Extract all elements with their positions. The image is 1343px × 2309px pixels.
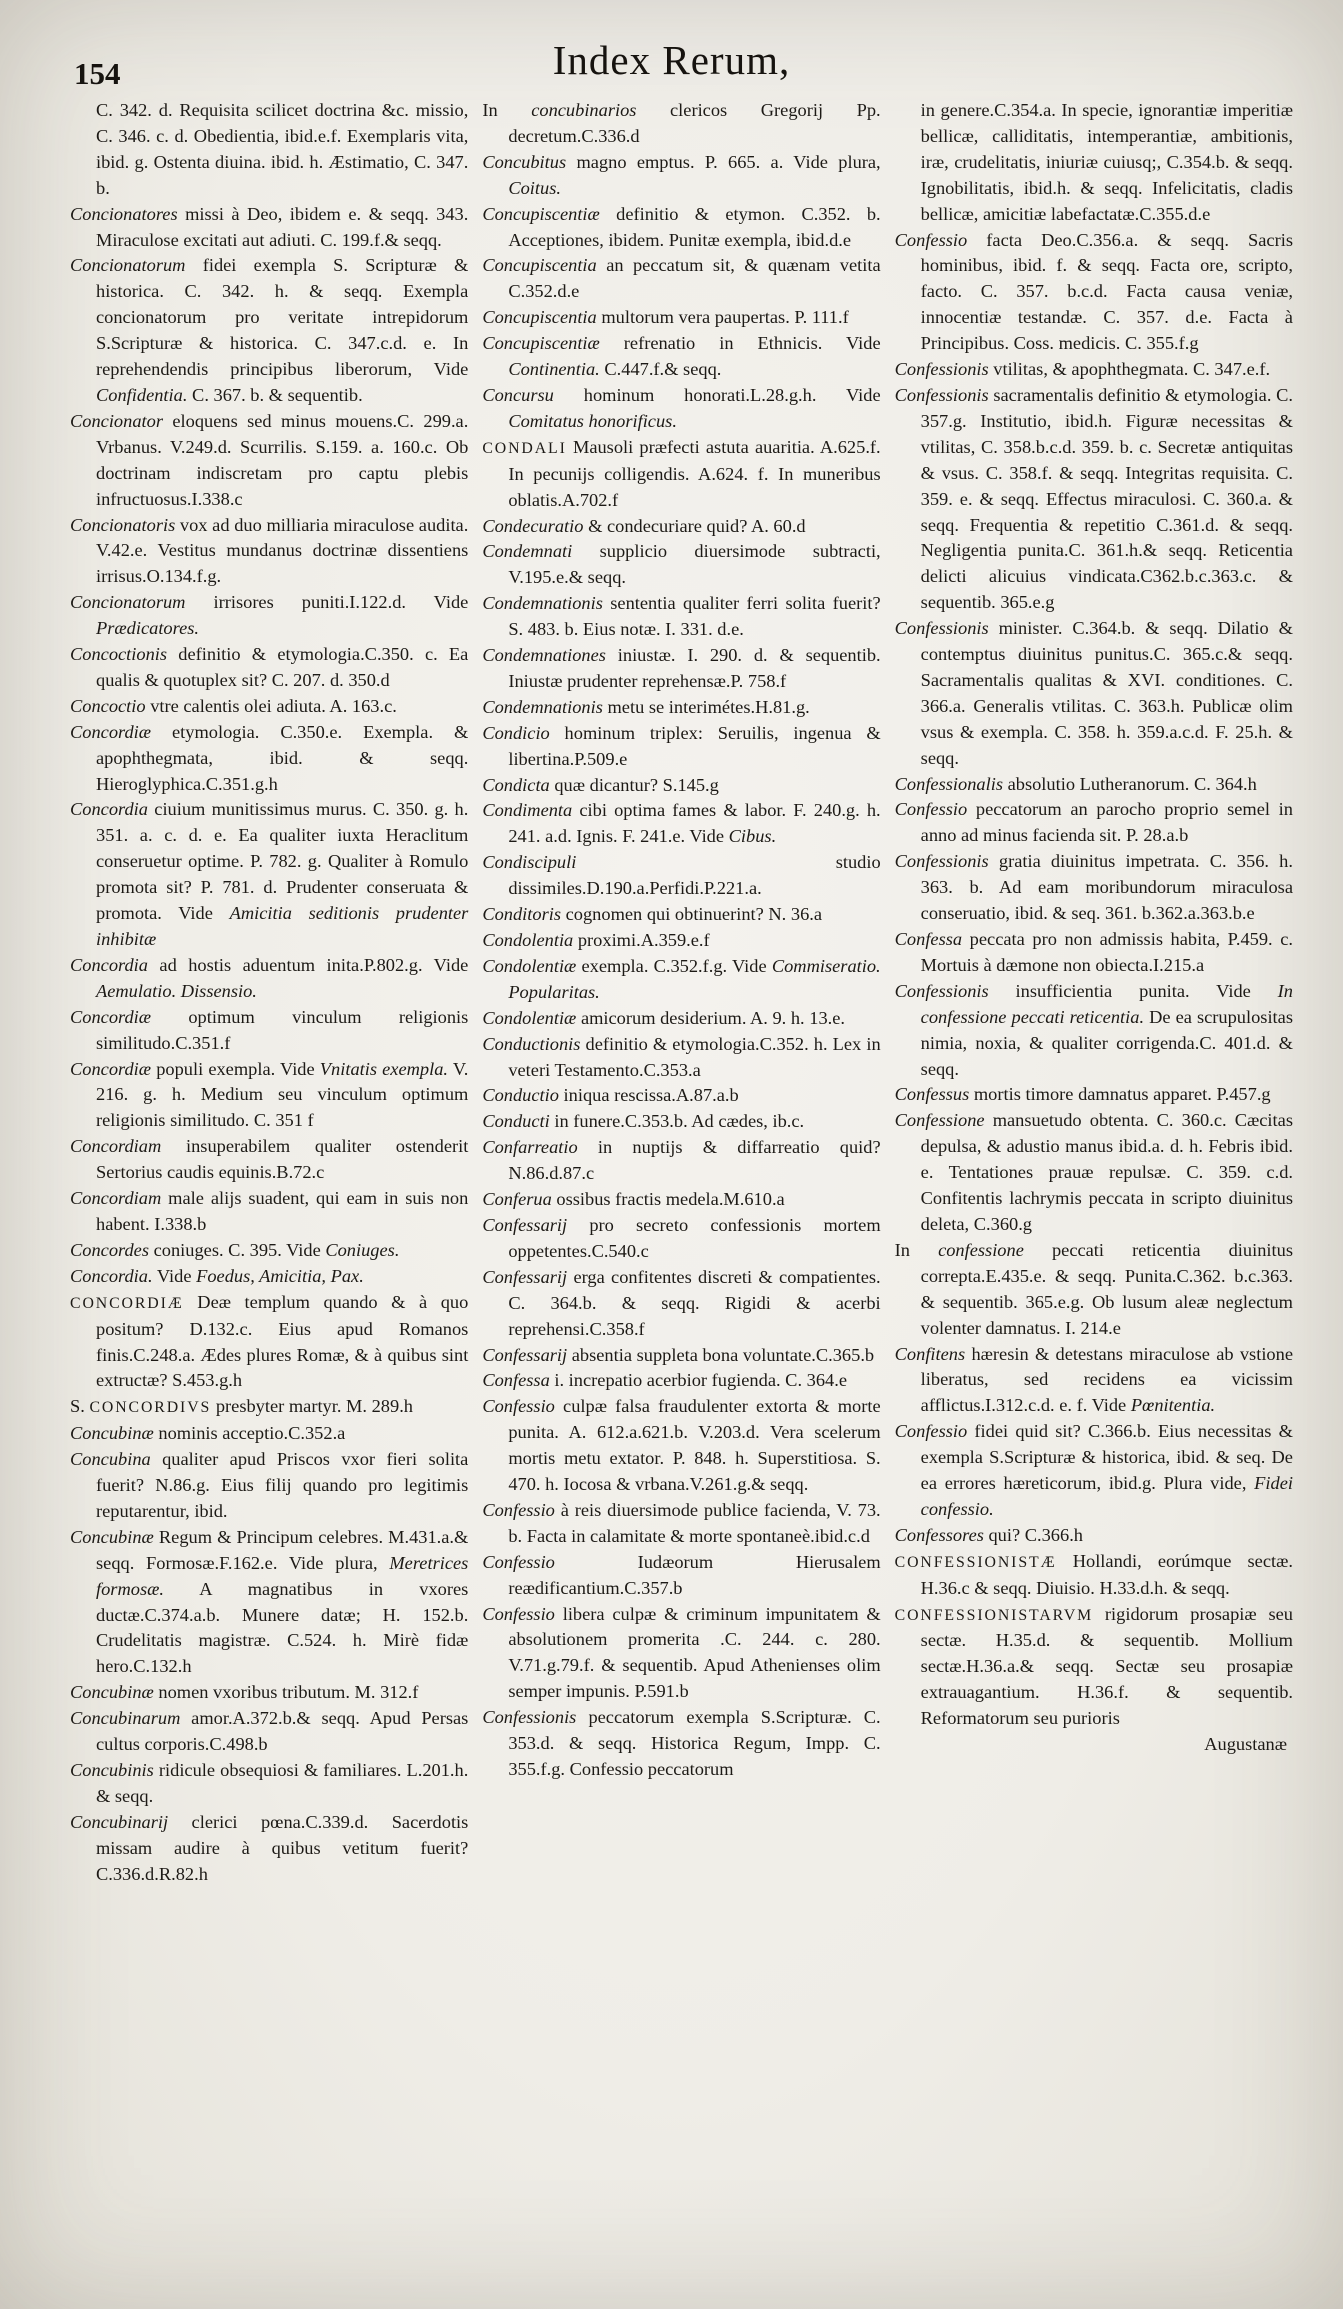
- index-entry: S. CONCORDIVS presbyter martyr. M. 289.h: [70, 1396, 413, 1417]
- index-entry: Concubitus magno emptus. P. 665. a. Vide plura, Coitus.: [482, 151, 881, 198]
- index-entry: Condolentiæ amicorum desiderium. A. 9. h. 13.e.: [482, 1007, 846, 1028]
- index-entry: Condecuratio & condecuriare quid? A. 60.d: [482, 515, 806, 536]
- page-number: 154: [74, 56, 121, 91]
- index-entry: Concupiscentia an peccatum sit, & quænam vetita C.352.d.e: [482, 255, 881, 302]
- index-entry: Concionatores missi à Deo, ibidem e. & seqq. 343. Miraculose excitati aut adiuti. C. 199.f.& seqq.: [70, 203, 469, 250]
- index-entry: Concordes coniuges. C. 395. Vide Coniuges.: [70, 1239, 400, 1260]
- index-entry: Confessa peccata pro non admissis habita, P.459. c. Mortuis à dæmone non obiecta.I.215.a: [894, 929, 1293, 975]
- index-entry: Condolentia proximi.A.359.e.f: [482, 930, 710, 950]
- index-entry: Confessus mortis timore damnatus apparet. P.457.g: [894, 1084, 1271, 1105]
- index-entry: Concubina qualiter apud Priscos vxor fieri solita fuerit? N.86.g. Eius filij quando pro legitimis reputarentur, ibid.: [70, 1449, 469, 1521]
- index-entry: CONFESSIONISTARVM rigidorum prosapiæ seu sectæ. H.35.d. & sequentib. Mollium sectæ.H.36.a.& seqq. Sectæ seu prosapiæ extrauagantium. H.36.f. & sequentib. Reformatorum seu purioris: [894, 1603, 1293, 1729]
- index-entry: Concordiæ populi exempla. Vide Vnitatis exempla. V. 216. g. h. Medium seu vinculum optimum religionis similitudo. C. 351 f: [70, 1058, 469, 1131]
- index-entry: Confessionalis absolutio Lutheranorum. C. 364.h: [894, 773, 1257, 794]
- index-entry: Concupiscentia multorum vera paupertas. P. 111.f: [482, 307, 849, 328]
- index-entry: Confessarij absentia suppleta bona voluntate.C.365.b: [482, 1344, 875, 1365]
- index-entry: CONCORDIÆ Deæ templum quando & à quo positum? D.132.c. Eius apud Romanos finis.C.248.a. Ædes plures Romæ, & à quibus sint extructæ? S.453.g.h: [70, 1291, 469, 1391]
- index-entry: Concubinis ridicule obsequiosi & familiares. L.201.h. & seqq.: [70, 1760, 469, 1806]
- page-title: Index Rerum,: [552, 37, 791, 83]
- index-entry: Condemnationes iniustæ. I. 290. d. & sequentib. Iniustæ prudenter reprehensæ.P. 758.f: [482, 645, 881, 691]
- index-entry: Confessionis gratia diuinitus impetrata. C. 356. h. 363. b. Ad eam moribundorum miraculosa conseruatio, ibid. & seq. 361. b.362.a.363.b.e: [894, 851, 1293, 924]
- index-entry: Confessio culpæ falsa fraudulenter extorta & morte punita. A. 612.a.621.b. V.203.d. Vera scelerum mortis metu extator. P. 848. h. Superstitiosa. S. 470. h. Iocosa & vrbana.V.261.g.& seqq.: [482, 1396, 881, 1495]
- index-entry: Concoctio vtre calentis olei adiuta. A. 163.c.: [70, 695, 397, 716]
- index-entry: Condemnati supplicio diuersimode subtracti, V.195.e.& seqq.: [482, 541, 881, 588]
- index-entry: Conducti in funere.C.353.b. Ad cædes, ib.c.: [482, 1111, 805, 1132]
- index-entry: Concubinæ Regum & Principum celebres. M.431.a.& seqq. Formosæ.F.162.e. Vide plura, Meretrices formosæ. A magnatibus in vxores ductæ.C.374.a.b. Munere datæ; H. 152.b. Crudelitatis magistræ. C.524. h. Mirè fidæ hero.C.132.h: [70, 1526, 469, 1677]
- index-entry: Concordiam male alijs suadent, qui eam in suis non habent. I.338.b: [70, 1188, 469, 1234]
- column-2: [482, 98, 880, 1888]
- index-entry: Confessionis peccatorum exempla S.Scripturæ. C. 353.d. & seqq. Historica Regum, Impp. C. 355.f.g. Confessio peccatorum: [482, 1707, 881, 1779]
- index-entry: Confessione mansuetudo obtenta. C. 360.c. Cæcitas depulsa, & adustio manus ibid.a. d. h. Febris ibid. e. Tentationes prauæ repulsæ. C. 359. c.d. Confitentis lachrymis peccata in scripto diuinitus deleta, C.360.g: [894, 1110, 1293, 1234]
- index-entry: Condicio hominum triplex: Seruilis, ingenua & libertina.P.509.e: [482, 722, 881, 769]
- index-entry: Confessionis insufficientia punita. Vide In confessione peccati reticentia. De ea scrupulositas nimia, noxia, & qualiter corrigenda.C. 401.d. & seqq.: [894, 980, 1293, 1079]
- index-entry: Concionator eloquens sed minus mouens.C. 299.a. Vrbanus. V.249.d. Scurrilis. S.159. a. 160.c. Ob doctrinam indiscretam pro captu plebis infructuosus.I.338.c: [70, 410, 469, 509]
- index-entry: Concubinarij clerici pœna.C.339.d. Sacerdotis missam audire à quibus vetitum fuerit? C.336.d.R.82.h: [70, 1811, 469, 1884]
- index-entry: Concordiam insuperabilem qualiter ostenderit Sertorius caudis equinis.B.72.c: [70, 1136, 469, 1183]
- index-entry: Concoctionis definitio & etymologia.C.350. c. Ea qualis & quotuplex sit? C. 207. d. 350.d: [70, 644, 469, 690]
- index-entry: Concordiæ optimum vinculum religionis similitudo.C.351.f: [70, 1006, 469, 1053]
- index-entry: Concionatorum irrisores puniti.I.122.d. Vide Prædicatores.: [70, 592, 469, 639]
- index-entry: CONFESSIONISTÆ Hollandi, eorúmque sectæ. H.36.c & seqq. Diuisio. H.33.d.h. & seqq.: [894, 1550, 1293, 1598]
- index-entry: C. 342. d. Requisita scilicet doctrina &c. missio, C. 346. c. d. Obedientia, ibid.e.f. Exemplaris vita, ibid. g. Ostenta diuina. ibid. h. Æstimatio, C. 347. b.: [96, 100, 469, 198]
- index-entry: Condemnationis sententia qualiter ferri solita fuerit? S. 483. b. Eius notæ. I. 331. d.e.: [482, 593, 881, 640]
- index-entry: Condicta quæ dicantur? S.145.g: [482, 774, 719, 795]
- index-entry: Confessio à reis diuersimode publice facienda, V. 73. b. Facta in calamitate & morte spontaneè.ibid.c.d: [482, 1499, 881, 1546]
- index-entry: Concordiæ etymologia. C.350.e. Exempla. & apophthegmata, ibid. & seqq. Hieroglyphica.C.351.g.h: [70, 721, 469, 794]
- index-entry: Concupiscentiæ refrenatio in Ethnicis. Vide Continentia. C.447.f.& seqq.: [482, 333, 881, 380]
- index-entry: Confessio Iudæorum Hierusalem reædificantium.C.357.b: [482, 1551, 881, 1598]
- index-entry: Condolentiæ exempla. C.352.f.g. Vide Commiseratio. Popularitas.: [482, 955, 881, 1002]
- index-entry: Concubinarum amor.A.372.b.& seqq. Apud Persas cultus corporis.C.498.b: [70, 1708, 469, 1755]
- index-entry: in genere.C.354.a. In specie, ignorantiæ imperitiæ bellicæ, calliditatis, intemperantiæ, ambitionis, iræ, crudelitatis, iniuriæ cuiusq;, C.354.b. & seqq. Ignobilitatis, ibid.h. & seqq. Infelicitatis, cladis bellicæ, amicitiæ labefactatæ.C.355.d.e: [920, 100, 1293, 224]
- index-entry: Confessores qui? C.366.h: [894, 1524, 1083, 1545]
- index-entry: Concubinæ nominis acceptio.C.352.a: [70, 1423, 346, 1444]
- index-entry: Confessarij erga confitentes discreti & compatientes. C. 364.b. & seqq. Rigidi & acerbi reprehensi.C.358.f: [482, 1266, 881, 1339]
- index-entry: Concupiscentiæ definitio & etymon. C.352. b. Acceptiones, ibidem. Punitæ exempla, ibid.d.e: [482, 203, 881, 250]
- index-entry: Concionatoris vox ad duo milliaria miraculose audita. V.42.e. Vestitus mundanus doctrinæ dissentiens irrisus.O.134.f.g.: [70, 514, 469, 587]
- index-entry: Confessio fidei quid sit? C.366.b. Eius necessitas & exempla S.Scripturæ & historica, ibid. & seq. De ea errores hæreticorum, ibid.g. Plura vide, Fidei confessio.: [894, 1421, 1293, 1519]
- index-entry: Concordia. Vide Foedus, Amicitia, Pax.: [70, 1265, 364, 1286]
- column-1: [70, 98, 468, 1888]
- index-entry: In concubinarios clericos Gregorij Pp. decretum.C.336.d: [482, 100, 881, 146]
- index-entry: Concionatorum fidei exempla S. Scripturæ & historica. C. 342. h. & seqq. Exempla concionatorum pro veritate intrepidorum S.Scripturæ & historica. C. 347.c.d. e. In reprehendendis principibus liberorum, Vide Confidentia. C. 367. b. & sequentib.: [70, 255, 469, 405]
- index-entry: Concordia ad hostis aduentum inita.P.802.g. Vide Aemulatio. Dissensio.: [70, 954, 469, 1001]
- index-entry: Confessionis vtilitas, & apophthegmata. C. 347.e.f.: [894, 359, 1271, 380]
- index-entry: Confessio peccatorum an parocho proprio semel in anno ad minus facienda sit. P. 28.a.b: [894, 799, 1293, 846]
- index-entry: Confessio facta Deo.C.356.a. & seqq. Sacris hominibus, ibid. f. & seqq. Facta ore, scripto, facto. C. 357. b.c.d. Facta causa veniæ, innocentiæ testandæ. C. 357. d.e. Facta à Principibus. Coss. medicis. C. 355.f.g: [894, 229, 1293, 354]
- index-entry: Condiscipuli studio dissimiles.D.190.a.Perfidi.P.221.a.: [482, 852, 881, 899]
- index-entry: Confitens hæresin & detestans miraculose ab vstione liberatus, sed recidens ea vicissim afflictus.I.312.c.d. e. f. Vide Pœnitentia.: [894, 1343, 1293, 1416]
- index-entry: Confessionis minister. C.364.b. & seqq. Dilatio & contemptus diuinitus punitus.C. 365.c.& seqq. Sacramentalis qualitas & XVI. conditiones. C. 366.a. Generalis vtilitas. C. 363.h. Publicæ olim vsus & exempla. C. 358. h. 359.a.c.d. F. 25.h. & seqq.: [894, 618, 1293, 768]
- index-entry: Conductio iniqua rescissa.A.87.a.b: [482, 1085, 739, 1106]
- index-entry: Confessarij pro secreto confessionis mortem oppetentes.C.540.c: [482, 1214, 881, 1261]
- index-entry: Condemnationis metu se interimétes.H.81.g.: [482, 696, 810, 717]
- index-columns: [0, 98, 1343, 1888]
- index-entry: Confarreatio in nuptijs & diffarreatio quid? N.86.d.87.c: [482, 1137, 881, 1184]
- index-entry: CONDALI Mausoli præfecti astuta auaritia. A.625.f. In pecunijs colligendis. A.624. f. In muneribus oblatis.A.702.f: [482, 436, 881, 510]
- index-entry: Confessionis sacramentalis definitio & etymologia. C. 357.g. Institutio, ibid.h. Figuræ necessitas & vtilitas, C. 358.b.c.d. 359. b. c. Secretæ antiquitas & vsus. C. 358.f. & seqq. Integritas requisita. C. 359. e. & seqq. Effectus miraculosi. C. 360.a. & seqq. Frequentia & repetitio C.361.d. & seqq. Negligentia punita.C. 361.h.& seqq. Reticentia delicti alicuius vindicata.C362.b.c.363.c. & sequentib. 365.e.g: [894, 384, 1293, 613]
- index-entry: Conditoris cognomen qui obtinuerint? N. 36.a: [482, 904, 823, 925]
- index-entry: Conductionis definitio & etymologia.C.352. h. Lex in veteri Testamento.C.353.a: [482, 1033, 881, 1080]
- index-entry: Concursu hominum honorati.L.28.g.h. Vide Comitatus honorificus.: [482, 384, 881, 431]
- index-entry: In confessione peccati reticentia diuinitus correpta.E.435.e. & seqq. Punita.C.362. b.c.363. & sequentib. 365.e.g. Ob lusum aleæ neglectum volenter damnatus. I. 214.e: [894, 1239, 1293, 1338]
- index-entry: Concordia ciuium munitissimus murus. C. 350. g. h. 351. a. c. d. e. Ea qualiter iuxta Heraclitum conseruetur optime. P. 782. g. Qualiter à Romulo promota sit? P. 781. d. Prudenter conseruata & promota. Vide Amicitia seditionis prudenter inhibitæ: [70, 799, 469, 949]
- index-entry: Confessa i. increpatio acerbior fugienda. C. 364.e: [482, 1370, 847, 1391]
- index-entry: Concubinæ nomen vxoribus tributum. M. 312.f: [70, 1682, 419, 1703]
- index-entry: Conferua ossibus fractis medela.M.610.a: [482, 1189, 785, 1210]
- column-3-wrap: [895, 98, 1293, 1888]
- page-header: [0, 0, 1343, 96]
- index-entry: Confessio libera culpæ & criminum impunitatem & absolutionem promerita .C. 244. c. 280. V.71.g.79.f. & sequentib. Apud Athenienses olim semper impunis. P.591.b: [482, 1603, 881, 1702]
- catchword: Augustanæ: [1204, 1734, 1287, 1755]
- column-3: [895, 98, 1293, 1732]
- index-entry: Condimenta cibi optima fames & labor. F. 240.g. h. 241. a.d. Ignis. F. 241.e. Vide Cibus.: [482, 800, 881, 847]
